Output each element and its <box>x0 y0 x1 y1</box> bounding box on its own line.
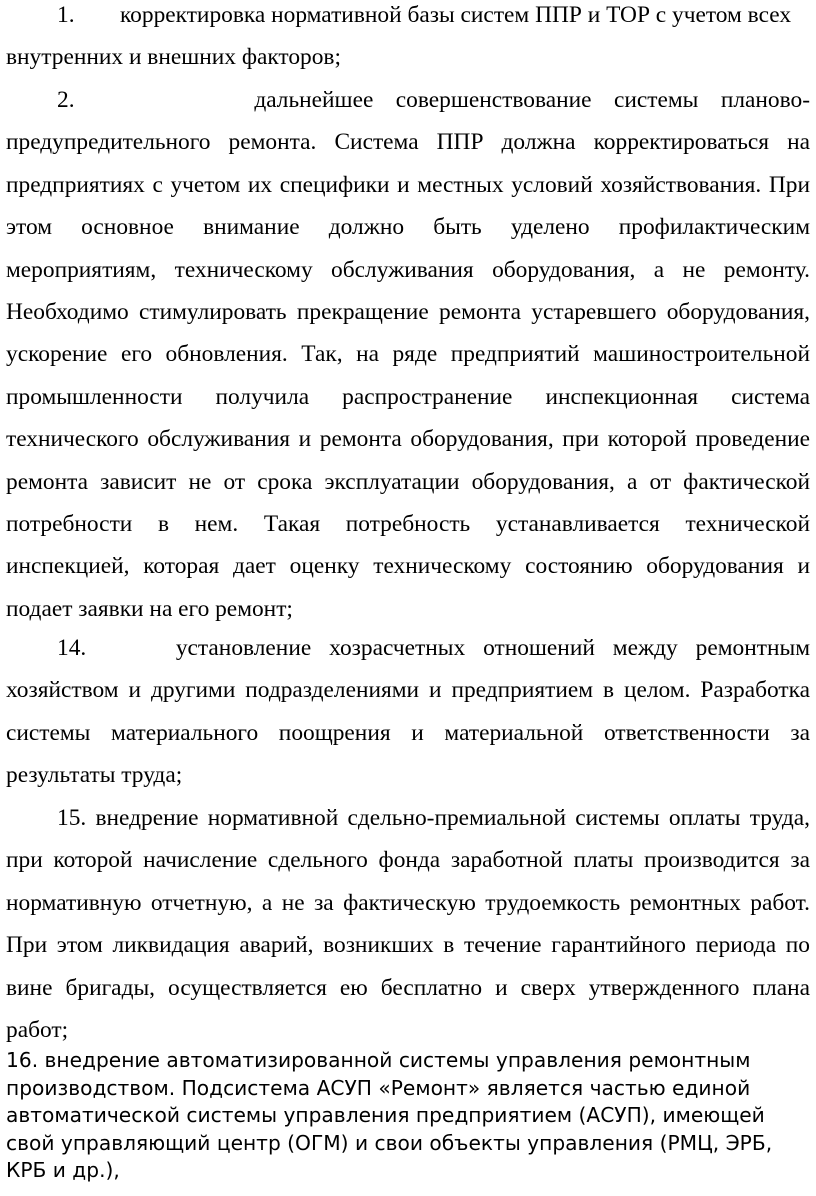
list-item-text-continuation: внутренних и внешних факторов; <box>6 44 341 71</box>
list-item-2: 2. дальнейшее совершенствование системы планово-предупредительного ремонта. Система ППР должна корректироваться на предприятиях с учетом их специфики и местных условий хозяйствования. При этом основное внимание должно быть уделено профилактическим мероприятиям, техническому обслуживания оборудования, а не ремонту. Необходимо стимулировать прекращение ремонта устаревшего оборудования, ускорение его обновления. Так, на ряде предприятий машиностроительной промышленности получила распространение инспекционная система технического обслуживания и ремонта оборудования, при которой проведение ремонта зависит не от срока эксплуатации оборудования, а от фактической потребности в нем. Такая потребность устанавливается технической инспекцией, которая дает оценку техническому состоянию оборудования и подает заявки на его ремонт; <box>6 87 810 622</box>
list-item-16: 16. внедрение автоматизированной системы управления ремонтным производством. Подсистема АСУП «Ремонт» является частью единой автоматической системы управления предприятием (АСУП), имеющей свой управляющий центр (ОГМ) и свои объекты управления (РМЦ, ЭРБ, КРБ и др.), <box>6 1048 773 1183</box>
list-item-15: 15. внедрение нормативной сдельно-премиальной системы оплаты труда, при которой начисление сдельного фонда заработной платы производится за нормативную отчетную, а не за фактическую трудоемкость ремонтных работ. При этом ликвидация аварий, возникших в течение гарантийного периода по вине бригады, осуществляется ею бесплатно и сверх утвержденного плана работ; <box>6 805 810 1044</box>
list-item-14: 14. установление хозрасчетных отношений между ремонтным хозяйством и другими подразделениями и предприятием в целом. Разработка системы материального поощрения и материальной ответственности за результаты труда; <box>6 635 810 789</box>
list-item-number: 1. <box>57 2 75 28</box>
list-item-text-first-line: корректировка нормативной базы систем ППР и ТОР с учетом всех <box>120 2 792 28</box>
list-item-1 <box>0 0 816 84</box>
